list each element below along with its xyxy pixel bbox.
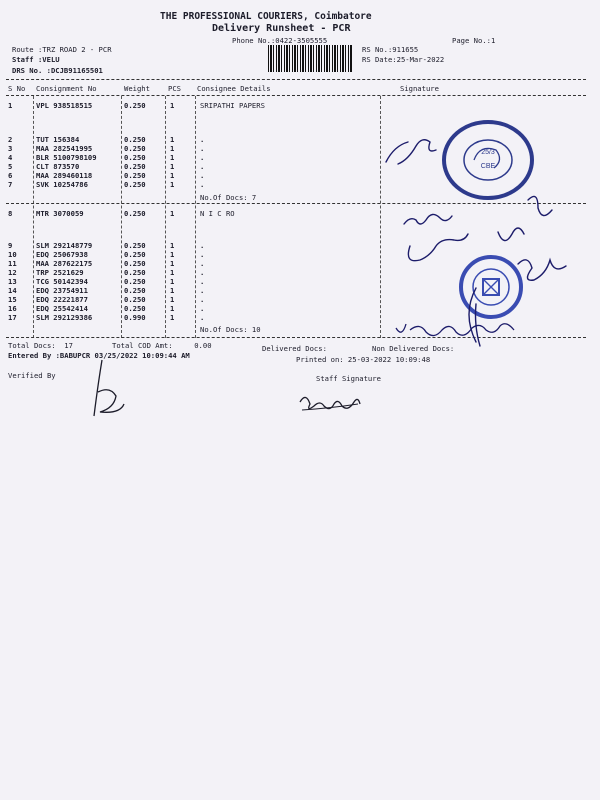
route-label: Route :TRZ ROAD 2 - PCR <box>12 45 112 54</box>
row-weight: 0.250 <box>124 268 146 277</box>
row-weight: 0.250 <box>124 295 146 304</box>
row-pcs: 1 <box>170 313 175 322</box>
row-sno: 4 <box>8 153 13 162</box>
row-weight: 0.250 <box>124 144 146 153</box>
row-detail: . <box>200 250 205 259</box>
row-sno: 3 <box>8 144 13 153</box>
row-detail: . <box>200 144 205 153</box>
row-detail: . <box>200 286 205 295</box>
divider <box>6 79 586 80</box>
row-weight: 0.250 <box>124 209 146 218</box>
row-sno: 13 <box>8 277 17 286</box>
row-pcs: 1 <box>170 144 175 153</box>
row-sno: 17 <box>8 313 17 322</box>
phone-number: Phone No.:0422-3505555 <box>232 36 328 45</box>
row-pcs: 1 <box>170 250 175 259</box>
row-consignment: SLM 292129386 <box>36 313 93 322</box>
row-detail: . <box>200 135 205 144</box>
row-sno: 2 <box>8 135 13 144</box>
divider <box>6 95 586 96</box>
row-sno: 9 <box>8 241 13 250</box>
row-pcs: 1 <box>170 153 175 162</box>
row-consignment: TUT 156384 <box>36 135 80 144</box>
row-pcs: 1 <box>170 277 175 286</box>
row-weight: 0.250 <box>124 286 146 295</box>
row-detail: . <box>200 295 205 304</box>
document-title: Delivery Runsheet - PCR <box>212 23 351 34</box>
row-weight: 0.250 <box>124 101 146 110</box>
row-weight: 0.250 <box>124 241 146 250</box>
row-weight: 0.250 <box>124 277 146 286</box>
row-consignment: MAA 282541995 <box>36 144 93 153</box>
row-detail: . <box>200 171 205 180</box>
row-weight: 0.250 <box>124 180 146 189</box>
row-consignment: VPL 938518515 <box>36 101 93 110</box>
barcode-image <box>268 45 352 72</box>
row-sno: 14 <box>8 286 17 295</box>
row-detail: . <box>200 259 205 268</box>
row-consignment: EDQ 25542414 <box>36 304 88 313</box>
row-consignment: EDQ 22221877 <box>36 295 88 304</box>
row-consignment: SLM 292148779 <box>36 241 93 250</box>
row-pcs: 1 <box>170 180 175 189</box>
row-weight: 0.250 <box>124 135 146 144</box>
rs-date: RS Date:25-Mar-2022 <box>362 55 445 64</box>
row-detail: . <box>200 180 205 189</box>
seal-date: 25/3 <box>481 149 495 156</box>
row-consignment: MAA 287622175 <box>36 259 93 268</box>
docs-count: No.Of Docs: 10 <box>200 325 261 334</box>
rs-number: RS No.:911655 <box>362 45 419 54</box>
consignee-name: SRIPATHI PAPERS <box>200 101 265 110</box>
row-pcs: 1 <box>170 295 175 304</box>
row-weight: 0.250 <box>124 171 146 180</box>
col-signature: Signature <box>400 84 439 93</box>
col-consignment: Consignment No <box>36 84 97 93</box>
row-pcs: 1 <box>170 209 175 218</box>
row-detail: . <box>200 277 205 286</box>
handwritten-name <box>392 318 522 342</box>
row-sno: 5 <box>8 162 13 171</box>
drs-number: DRS No. :DCJB91165501 <box>12 66 103 75</box>
staff-signature <box>296 388 366 414</box>
row-detail: . <box>200 268 205 277</box>
entered-by: Entered By :BABUPCR 03/25/2022 10:09:44 AM <box>8 351 190 360</box>
svg-text:CBE: CBE <box>480 163 496 170</box>
row-pcs: 1 <box>170 101 175 110</box>
total-docs: Total Docs: 17 <box>8 341 73 350</box>
row-consignment: TRP 2521629 <box>36 268 84 277</box>
col-weight: Weight <box>124 84 150 93</box>
row-sno: 1 <box>8 101 13 110</box>
row-pcs: 1 <box>170 304 175 313</box>
row-detail: . <box>200 241 205 250</box>
verifier-signature <box>84 356 134 422</box>
company-name: THE PROFESSIONAL COURIERS, Coimbatore <box>160 11 372 22</box>
row-sno: 8 <box>8 209 13 218</box>
row-sno: 7 <box>8 180 13 189</box>
row-sno: 12 <box>8 268 17 277</box>
row-sno: 10 <box>8 250 17 259</box>
row-sno: 16 <box>8 304 17 313</box>
row-weight: 0.990 <box>124 313 146 322</box>
row-weight: 0.250 <box>124 153 146 162</box>
row-detail: . <box>200 162 205 171</box>
page-number: Page No.:1 <box>452 36 496 45</box>
row-consignment: MTR 3070059 <box>36 209 84 218</box>
row-pcs: 1 <box>170 241 175 250</box>
row-pcs: 1 <box>170 259 175 268</box>
row-pcs: 1 <box>170 171 175 180</box>
non-delivered-docs: Non Delivered Docs: <box>372 344 455 353</box>
row-weight: 0.250 <box>124 304 146 313</box>
row-consignment: BLR 5100798109 <box>36 153 97 162</box>
row-weight: 0.250 <box>124 162 146 171</box>
row-consignment: TCG 50142394 <box>36 277 88 286</box>
printed-on: Printed on: 25-03-2022 10:09:48 <box>296 355 431 364</box>
row-consignment: CLT 873570 <box>36 162 80 171</box>
total-cod: Total COD Amt: 0.00 <box>112 341 212 350</box>
row-consignment: EDQ 25067938 <box>36 250 88 259</box>
row-pcs: 1 <box>170 268 175 277</box>
row-consignment: EDQ 23754911 <box>36 286 88 295</box>
row-weight: 0.250 <box>124 259 146 268</box>
row-pcs: 1 <box>170 286 175 295</box>
row-detail: . <box>200 304 205 313</box>
row-consignment: SVK 10254786 <box>36 180 88 189</box>
staff-label: Staff :VELU <box>12 55 60 64</box>
delivered-docs: Delivered Docs: <box>262 344 327 353</box>
row-consignment: MAA 289460118 <box>36 171 93 180</box>
row-sno: 11 <box>8 259 17 268</box>
row-weight: 0.250 <box>124 250 146 259</box>
col-consignee: Consignee Details <box>197 84 271 93</box>
row-sno: 6 <box>8 171 13 180</box>
docs-count: No.Of Docs: 7 <box>200 193 257 202</box>
row-sno: 15 <box>8 295 17 304</box>
row-detail: . <box>200 313 205 322</box>
verified-by: Verified By <box>8 371 56 380</box>
col-pcs: PCS <box>168 84 181 93</box>
row-pcs: 1 <box>170 135 175 144</box>
staff-signature-label: Staff Signature <box>316 374 381 383</box>
consignee-name: N I C RO <box>200 209 235 218</box>
row-pcs: 1 <box>170 162 175 171</box>
row-detail: . <box>200 153 205 162</box>
col-sno: S No <box>8 84 26 93</box>
